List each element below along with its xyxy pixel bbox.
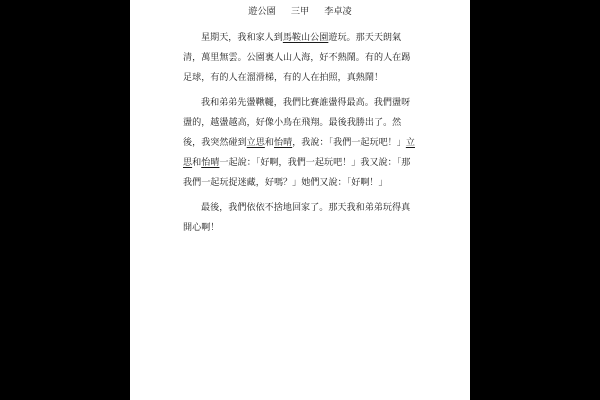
proper-name-mark: 立思 <box>246 138 265 148</box>
proper-name-mark: 怡晴 <box>273 138 293 148</box>
essay-line <box>183 93 415 113</box>
essay-line <box>183 68 415 88</box>
class-name: 三甲 <box>290 6 310 17</box>
proper-name-mark: 怡晴 <box>201 158 220 168</box>
text-segment: 星期天，我和家人到 <box>201 33 283 43</box>
text-segment: 和 <box>264 138 274 148</box>
text-segment: 足球，有的人在溜滑梯，有的人在拍照，真熱鬧！ <box>183 73 384 83</box>
essay-title: 遊公園 <box>248 6 276 17</box>
essay-line <box>183 113 415 133</box>
essay-paragraph <box>183 28 415 88</box>
document-page <box>130 0 470 400</box>
essay-paragraph <box>183 93 415 193</box>
text-segment: ，我說：「我們一起玩吧！」 <box>292 138 406 148</box>
proper-name-mark: 馬鞍山公園 <box>282 33 329 43</box>
text-segment: 開心啊！ <box>183 223 220 233</box>
essay-line <box>183 198 415 218</box>
text-segment: 一起說：「好啊，我們一起玩吧！」我又說：「那 <box>219 158 411 168</box>
essay-line <box>183 133 415 153</box>
text-segment: 和 <box>192 158 202 168</box>
text-segment: 清，萬里無雲。公園裏人山人海，好不熱鬧。有的人在踢 <box>183 53 411 63</box>
text-segment: 後，我突然碰到 <box>183 138 247 148</box>
essay-line <box>183 153 415 173</box>
essay-line <box>183 28 415 48</box>
text-segment: 最後，我們依依不捨地回家了。那天我和弟弟玩得真 <box>201 203 411 213</box>
text-segment: 我和弟弟先盪鞦韆，我們比賽誰盪得最高。我們盪呀 <box>201 98 411 108</box>
proper-name-mark: 立 <box>405 138 415 148</box>
proper-name-mark: 思 <box>183 158 193 168</box>
text-segment: 遊玩。那天天朗氣 <box>328 33 402 43</box>
essay-line <box>183 173 415 193</box>
text-segment: 我們一起玩捉迷藏，好嗎？」她們又說：「好啊！」 <box>183 178 388 188</box>
essay-line <box>183 218 415 238</box>
essay-paragraph <box>183 198 415 238</box>
author-name: 李卓凌 <box>324 6 352 17</box>
essay-line <box>183 48 415 68</box>
text-segment: 盪的，越盪越高，好像小鳥在飛翔。最後我勝出了。然 <box>183 118 402 128</box>
essay-heading <box>130 2 470 22</box>
essay-body <box>183 28 415 238</box>
